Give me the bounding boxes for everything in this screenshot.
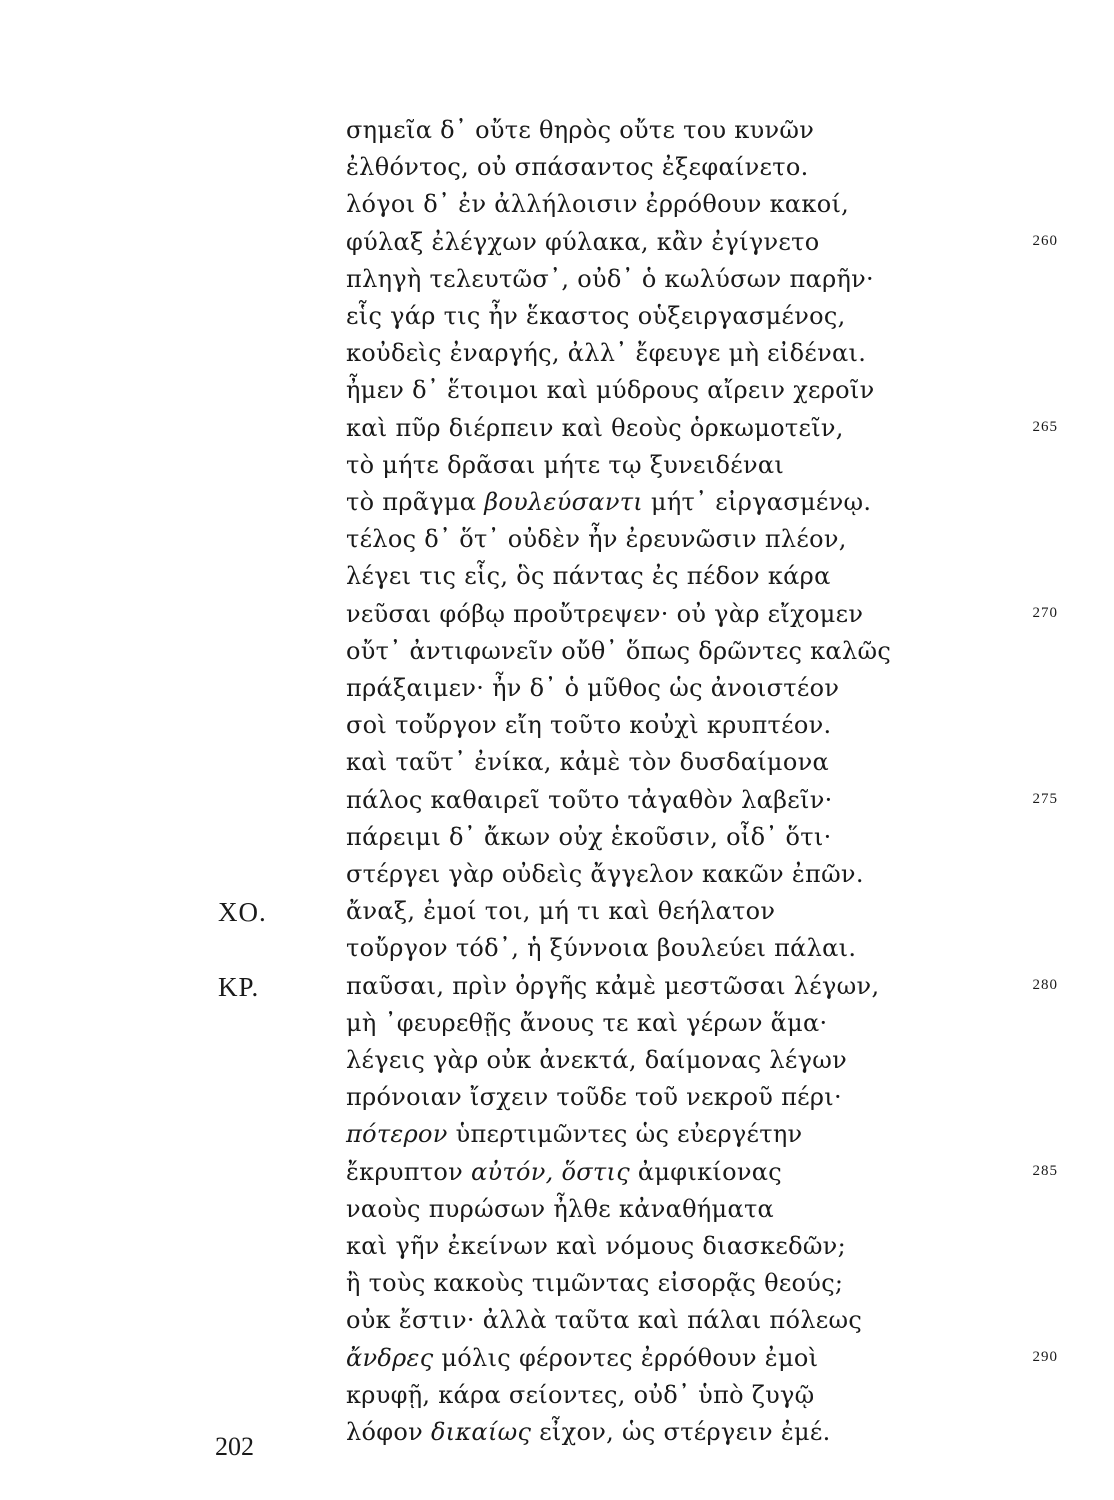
line-number: 270	[1032, 604, 1058, 621]
verse-text	[346, 1418, 831, 1446]
verse-line	[0, 856, 1114, 894]
text-segment: ἔκρυπτον	[346, 1157, 471, 1186]
speaker-label: ΚΡ.	[218, 971, 260, 1002]
italic-segment: δικαίως	[430, 1418, 532, 1446]
verse-text	[346, 1009, 827, 1037]
page-number: 202	[215, 1432, 254, 1461]
text-segment: ναοὺς πυρώσων ἦλθε κἀναθήματα	[346, 1194, 775, 1223]
verse-line	[0, 670, 1114, 708]
verse-line	[0, 335, 1114, 373]
text-segment: κρυφῇ, κάρα σείοντες, οὐδ᾽ ὑπὸ ζυγῷ	[346, 1380, 815, 1409]
text-segment: ἀμφικίονας	[629, 1157, 782, 1186]
text-segment: τὸ πρᾶγμα	[346, 488, 485, 516]
text-segment: μόλις φέροντες ἐρρόθουν ἐμοὶ	[433, 1343, 819, 1372]
verse-line	[0, 968, 1114, 1006]
text-segment: ἄναξ, ἐμοί τοι, μή τι καὶ θεήλατον	[346, 897, 776, 926]
verse-line	[0, 1079, 1114, 1117]
verse-line	[0, 893, 1114, 931]
verse-line	[0, 1116, 1114, 1154]
verse-line	[0, 521, 1114, 559]
verse-text	[346, 153, 809, 181]
text-segment: ἐλθόντος, οὐ σπάσαντος ἐξεφαίνετο.	[346, 153, 809, 182]
text-segment: πράξαιμεν· ἦν δ᾽ ὁ μῦθος ὡς ἀνοιστέον	[346, 674, 840, 702]
text-segment: πάλος καθαιρεῖ τοῦτο τἀγαθὸν λαβεῖν·	[346, 785, 833, 814]
verse-text	[346, 1232, 846, 1260]
verse-line	[0, 819, 1114, 857]
verse-text	[346, 748, 829, 776]
verse-text	[346, 1344, 818, 1372]
verse-line	[0, 410, 1114, 448]
verse-text	[346, 525, 847, 553]
verse-line	[0, 744, 1114, 782]
line-number: 280	[1032, 976, 1058, 993]
verse-text	[346, 1195, 774, 1223]
verse-text	[346, 488, 871, 516]
verse-line	[0, 1265, 1114, 1303]
italic-segment: πότερον	[346, 1120, 448, 1149]
verse-line	[0, 1414, 1114, 1452]
text-segment: καὶ πῦρ διέρπειν καὶ θεοὺς ὁρκωμοτεῖν,	[346, 413, 844, 442]
text-segment: οὐκ ἔστιν· ἀλλὰ ταῦτα καὶ πάλαι πόλεως	[346, 1306, 863, 1335]
verse-line	[0, 112, 1114, 150]
verse-line	[0, 1340, 1114, 1378]
verse-text	[346, 600, 863, 628]
verse-line	[0, 1154, 1114, 1192]
text-segment: στέργει γὰρ οὐδεὶς ἄγγελον κακῶν ἐπῶν.	[346, 860, 864, 888]
verse-line	[0, 298, 1114, 336]
text-segment: καὶ γῆν ἐκείνων καὶ νόμους διασκεδῶν;	[346, 1232, 846, 1260]
verse-text	[346, 1120, 802, 1148]
verse-line	[0, 930, 1114, 968]
line-number: 290	[1032, 1348, 1058, 1365]
verse-line	[0, 558, 1114, 596]
text-segment: μὴ ᾽φευρεθῇς ἄνους τε καὶ γέρων ἅμα·	[346, 1008, 828, 1037]
text-segment: λόγοι δ᾽ ἐν ἀλλήλοισιν ἐρρόθουν κακοί,	[346, 190, 850, 219]
text-segment: οὔτ᾽ ἀντιφωνεῖν οὔθ᾽ ὅπως δρῶντες καλῶς	[346, 636, 892, 665]
verse-text	[346, 190, 849, 218]
italic-segment: ἄνδρες	[346, 1343, 434, 1372]
line-number: 285	[1032, 1162, 1058, 1179]
text-segment: εἶχον, ὡς στέργειν ἐμέ.	[531, 1418, 831, 1446]
verse-line	[0, 261, 1114, 299]
verse-text	[346, 562, 831, 590]
verse-text	[346, 302, 846, 330]
italic-segment: αὐτόν, ὅστις	[471, 1157, 630, 1186]
verse-text	[346, 674, 839, 702]
speaker-label: ΧΟ.	[218, 897, 267, 928]
verse-line	[0, 1377, 1114, 1415]
verse-text	[346, 1269, 843, 1297]
verse-text	[346, 376, 875, 404]
text-segment: μήτ᾽ εἰργασμένῳ.	[643, 488, 872, 516]
verse-text	[346, 1158, 782, 1186]
text-segment: τοὔργον τόδ᾽, ἡ ξύννοια βουλεύει πάλαι.	[346, 934, 857, 963]
verse-text	[346, 228, 820, 256]
line-number: 275	[1032, 790, 1058, 807]
text-segment: εἷς γάρ τις ἦν ἕκαστος οὑξειργασμένος,	[346, 302, 846, 330]
text-segment: ὑπερτιμῶντες ὡς εὐεργέτην	[447, 1120, 803, 1149]
text-segment: νεῦσαι φόβῳ προὔτρεψεν· οὐ γὰρ εἴχομεν	[346, 599, 864, 628]
verse-line	[0, 186, 1114, 224]
verse-text	[346, 786, 833, 814]
verse-text	[346, 1083, 842, 1111]
verse-line	[0, 596, 1114, 634]
verse-text	[346, 1381, 815, 1409]
verse-text	[346, 711, 831, 739]
verse-text	[346, 972, 879, 1000]
verse-line	[0, 1191, 1114, 1229]
verse-line	[0, 224, 1114, 262]
text-segment: σημεῖα δ᾽ οὔτε θηρὸς οὔτε του κυνῶν	[346, 116, 815, 144]
verse-line	[0, 707, 1114, 745]
text-segment: φύλαξ ἐλέγχων φύλακα, κἂν ἐγίγνετο	[346, 227, 820, 256]
verse-text	[346, 823, 832, 851]
verse-line	[0, 149, 1114, 187]
verse-line	[0, 447, 1114, 485]
text-segment: σοὶ τοὔργον εἴη τοῦτο κοὐχὶ κρυπτέον.	[346, 711, 832, 740]
verse-text	[346, 451, 784, 479]
italic-segment: βουλεύσαντι	[484, 488, 643, 516]
verse-line	[0, 633, 1114, 671]
verse-text	[346, 934, 856, 962]
line-number: 265	[1032, 418, 1058, 435]
verse-text	[346, 414, 844, 442]
verse-text	[346, 339, 866, 367]
verse-line	[0, 1228, 1114, 1266]
verse-text	[346, 116, 814, 144]
verse-text	[346, 265, 874, 293]
verse-text	[346, 1306, 862, 1334]
verse-line	[0, 1005, 1114, 1043]
text-segment: ἦμεν δ᾽ ἕτοιμοι καὶ μύδρους αἴρειν χεροῖν	[346, 376, 875, 405]
line-number: 260	[1032, 232, 1058, 249]
text-segment: τέλος δ᾽ ὅτ᾽ οὐδὲν ἦν ἐρευνῶσιν πλέον,	[346, 525, 847, 554]
text-segment: λέγει τις εἷς, ὃς πάντας ἐς πέδον κάρα	[346, 562, 831, 591]
text-segment: παῦσαι, πρὶν ὀργῆς κἀμὲ μεστῶσαι λέγων,	[346, 971, 880, 1000]
text-segment: πάρειμι δ᾽ ἄκων οὐχ ἑκοῦσιν, οἶδ᾽ ὅτι·	[346, 822, 832, 851]
verse-line	[0, 782, 1114, 820]
verse-text	[346, 897, 775, 925]
text-segment: τὸ μήτε δρᾶσαι μήτε τῳ ξυνειδέναι	[346, 450, 785, 479]
text-segment: καὶ ταῦτ᾽ ἐνίκα, κἀμὲ τὸν δυσδαίμονα	[346, 748, 829, 777]
verse-line	[0, 1042, 1114, 1080]
verse-line	[0, 1302, 1114, 1340]
text-segment: λόφον	[346, 1418, 431, 1446]
text-segment: ἢ τοὺς κακοὺς τιμῶντας εἰσορᾷς θεούς;	[346, 1269, 844, 1298]
verse-line	[0, 484, 1114, 522]
verse-line	[0, 372, 1114, 410]
text-segment: κοὐδεὶς ἐναργής, ἀλλ᾽ ἔφευγε μὴ εἰδέναι.	[346, 339, 867, 368]
verse-text	[346, 637, 891, 665]
text-segment: πληγὴ τελευτῶσ᾽, οὐδ᾽ ὁ κωλύσων παρῆν·	[346, 264, 874, 293]
verse-text	[346, 860, 864, 888]
verse-text	[346, 1046, 847, 1074]
text-segment: λέγεις γὰρ οὐκ ἀνεκτά, δαίμονας λέγων	[346, 1046, 848, 1074]
text-segment: πρόνοιαν ἴσχειν τοῦδε τοῦ νεκροῦ πέρι·	[346, 1083, 842, 1112]
